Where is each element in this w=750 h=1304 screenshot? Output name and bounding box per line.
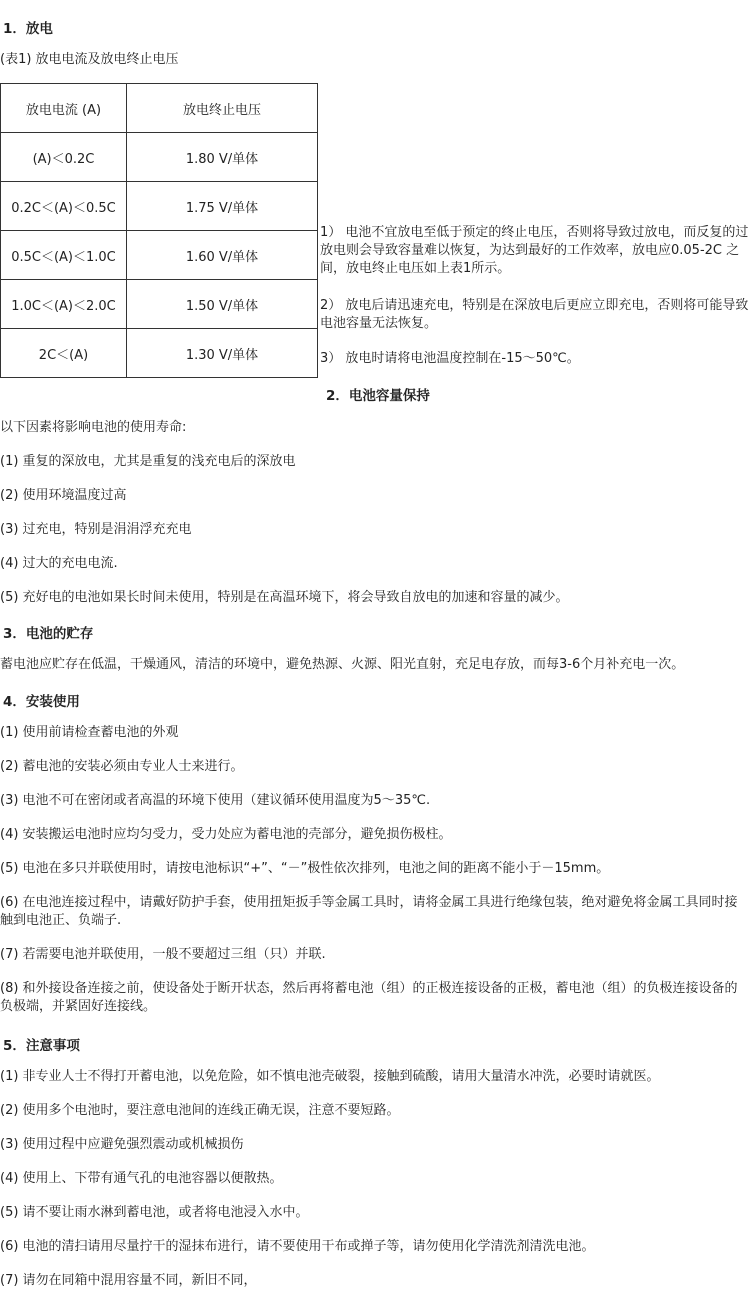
- list-item: (5) 充好电的电池如果长时间未使用，特别是在高温环境下，将会导致自放电的加速和容量的减少。: [0, 590, 569, 605]
- list-item: (8) 和外接设备连接之前，使设备处于断开状态，然后再将蓄电池（组）的正极连接设备的正极，蓄电池（组）的负极连接设备的负极端，并紧固好连接线。: [0, 981, 738, 1014]
- section-title-discharge: 1．放电: [3, 21, 53, 37]
- table-row: [1, 280, 318, 329]
- discharge-note-1: 1） 电池不宜放电至低于预定的终止电压，否则将导致过放电，而反复的过放电则会导致容量难以恢复，为达到最好的工作效率，放电应0.05-2C 之间，放电终止电压如上表1所示。: [320, 225, 749, 276]
- list-item: (4) 使用上、下带有通气孔的电池容器以便散热。: [0, 1171, 283, 1186]
- header-cell-current: 放电电流 (A): [1, 84, 127, 133]
- storage-text: 蓄电池应贮存在低温，干燥通风，清洁的环境中，避免热源、火源、阳光直射，充足电存放，而每3-6个月补充电一次。: [0, 657, 685, 672]
- list-item: (3) 使用过程中应避免强烈震动或机械损伤: [0, 1137, 244, 1152]
- list-item: (7) 若需要电池并联使用，一般不要超过三组（只）并联.: [0, 947, 326, 962]
- table-cell: 0.2C＜(A)＜0.5C: [1, 182, 127, 231]
- table-row: [1, 182, 318, 231]
- list-item: (5) 电池在多只并联使用时，请按电池标识“+”、“－”极性依次排列，电池之间的距离不能小于－15mm。: [0, 861, 610, 876]
- list-item: (7) 请勿在同箱中混用容量不同，新旧不同，: [0, 1273, 257, 1288]
- list-item: (1) 使用前请检查蓄电池的外观: [0, 725, 179, 740]
- section-title-cautions: 5．注意事项: [3, 1038, 80, 1054]
- discharge-note-2: 2） 放电后请迅速充电，特别是在深放电后更应立即充电，否则将可能导致电池容量无法恢复。: [320, 298, 749, 331]
- list-item: (4) 安装搬运电池时应均匀受力，受力处应为蓄电池的壳部分，避免损伤极柱。: [0, 827, 452, 842]
- list-item: (6) 在电池连接过程中，请戴好防护手套，使用扭矩扳手等金属工具时，请将金属工具进行绝缘包装，绝对避免将金属工具同时接触到电池正、负端子.: [0, 895, 738, 928]
- table-cell: 0.5C＜(A)＜1.0C: [1, 231, 127, 280]
- list-item: (1) 重复的深放电，尤其是重复的浅充电后的深放电: [0, 454, 296, 469]
- header-cell-voltage: 放电终止电压: [127, 84, 318, 133]
- table-cell: 1.0C＜(A)＜2.0C: [1, 280, 127, 329]
- table-cell: (A)＜0.2C: [1, 133, 127, 182]
- table-cell: 1.30 V/单体: [127, 329, 318, 378]
- list-item: (2) 使用多个电池时，要注意电池间的连线正确无误，注意不要短路。: [0, 1103, 400, 1118]
- list-item: (2) 使用环境温度过高: [0, 488, 127, 503]
- section-title-capacity: 2．电池容量保持: [326, 388, 430, 404]
- table-cell: 1.75 V/单体: [127, 182, 318, 231]
- table-cell: 2C＜(A): [1, 329, 127, 378]
- list-item: (1) 非专业人士不得打开蓄电池，以免危险，如不慎电池壳破裂，接触到硫酸，请用大量清水冲洗，必要时请就医。: [0, 1069, 660, 1084]
- list-item: (5) 请不要让雨水淋到蓄电池，或者将电池浸入水中。: [0, 1205, 309, 1220]
- list-item: (3) 电池不可在密闭或者高温的环境下使用（建议循环使用温度为5～35℃.: [0, 793, 431, 808]
- section-title-storage: 3．电池的贮存: [3, 626, 94, 642]
- discharge-table: [0, 83, 318, 378]
- table-cell: 1.80 V/单体: [127, 133, 318, 182]
- capacity-intro: 以下因素将影响电池的使用寿命:: [0, 420, 187, 435]
- list-item: (2) 蓄电池的安装必须由专业人士来进行。: [0, 759, 244, 774]
- table-caption: (表1) 放电电流及放电终止电压: [0, 52, 179, 67]
- table-row: [1, 329, 318, 378]
- table-row: [1, 133, 318, 182]
- section-title-install: 4．安装使用: [3, 694, 80, 710]
- discharge-note-3: 3） 放电时请将电池温度控制在-15～50℃。: [320, 351, 580, 366]
- list-item: (4) 过大的充电电流.: [0, 556, 118, 571]
- table-header-row: [1, 84, 318, 133]
- list-item: (6) 电池的清扫请用尽量拧干的湿抹布进行，请不要使用干布或掸子等，请勿使用化学清洗剂清洗电池。: [0, 1239, 595, 1254]
- table-row: [1, 231, 318, 280]
- list-item: (3) 过充电，特别是涓涓浮充充电: [0, 522, 192, 537]
- table-cell: 1.60 V/单体: [127, 231, 318, 280]
- table-cell: 1.50 V/单体: [127, 280, 318, 329]
